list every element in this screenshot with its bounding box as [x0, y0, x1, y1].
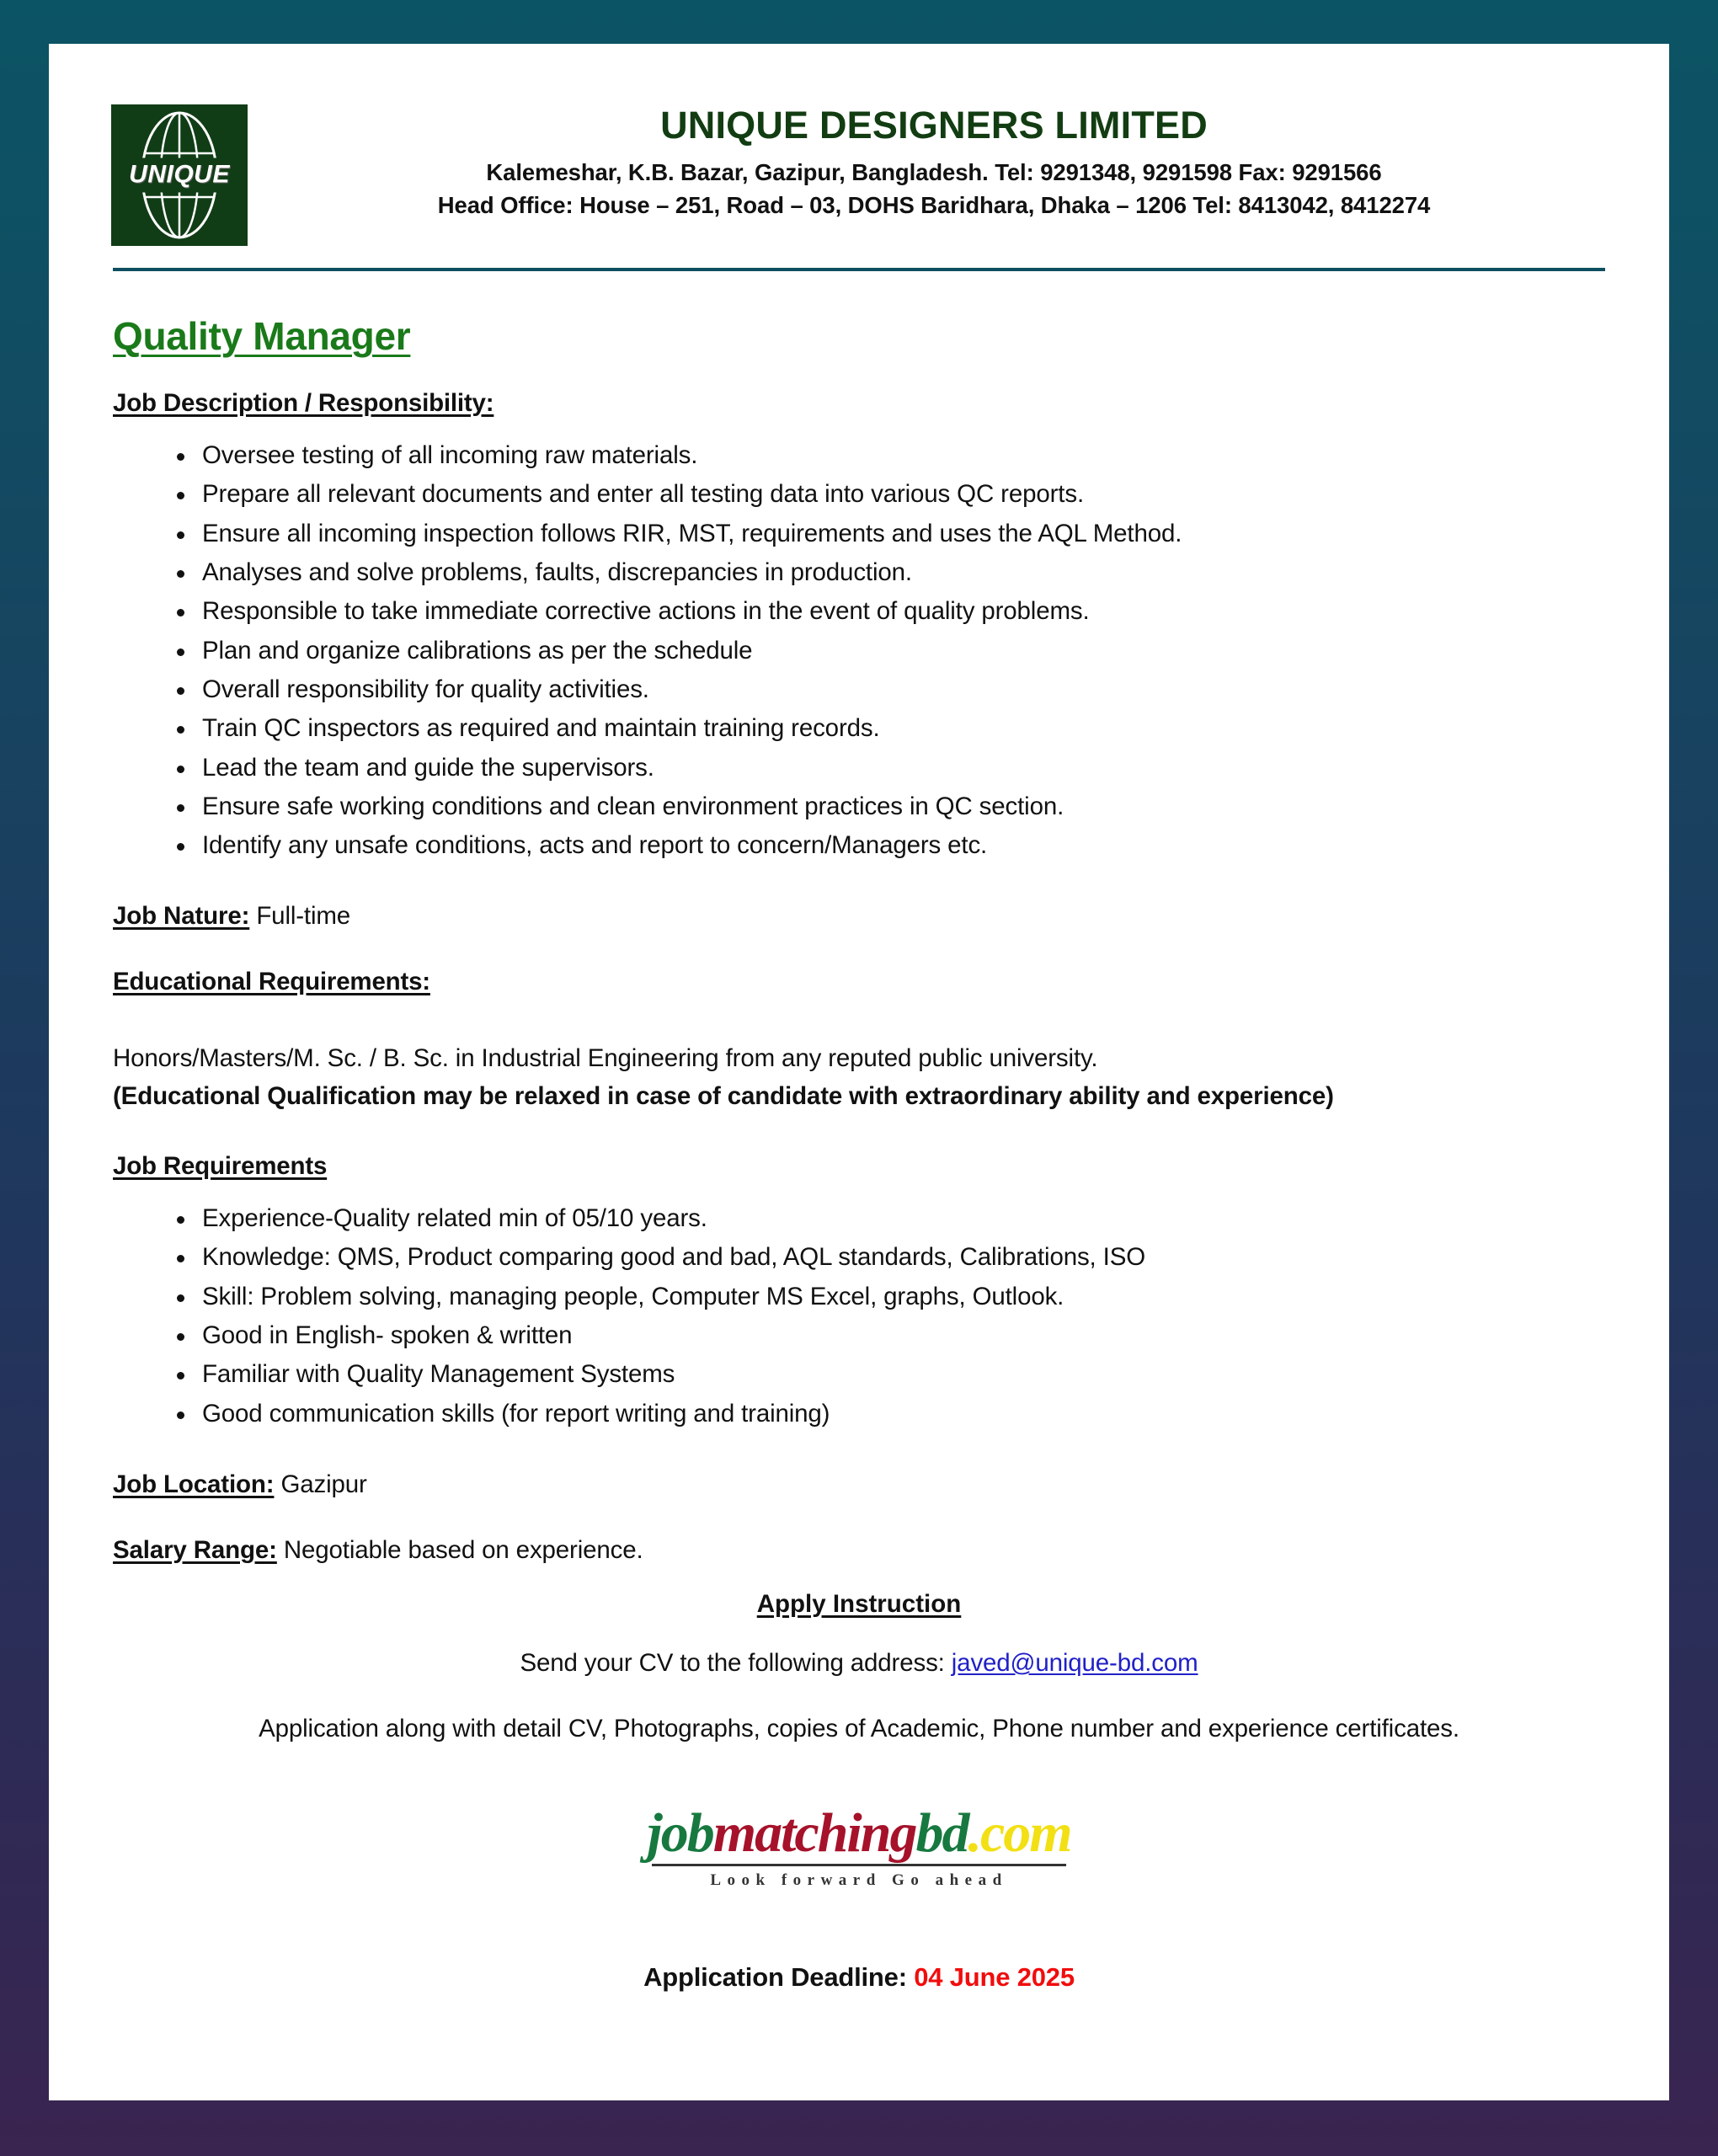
education-note: (Educational Qualification may be relaxed in case of candidate with extraordinary ability and experience): [113, 1081, 1334, 1110]
apply-email-link[interactable]: javed@unique-bd.com: [951, 1648, 1198, 1677]
company-header-text: [269, 103, 1607, 221]
salary-range-value: Negotiable based on experience.: [283, 1535, 643, 1564]
job-nature-value: Full-time: [256, 902, 351, 931]
list-item: Good communication skills (for report writing and training): [173, 1395, 1605, 1433]
requirement-list: [173, 1199, 1605, 1433]
page-title: Quality Manager: [113, 314, 411, 358]
site-logo-part-job: job: [647, 1801, 713, 1864]
salary-range-row: [113, 1536, 1605, 1565]
list-item: Familiar with Quality Management Systems: [173, 1355, 1605, 1394]
job-posting-page: [49, 44, 1669, 2100]
site-logo-divider: [652, 1864, 1065, 1866]
list-item: Experience-Quality related min of 05/10 years.: [173, 1199, 1605, 1238]
company-logo: [111, 104, 248, 246]
job-nature-row: [113, 902, 1605, 931]
document-body: [111, 313, 1607, 1993]
logo-wordmark: UNIQUE: [111, 158, 248, 193]
site-logo-tagline: Look forward Go ahead: [710, 1870, 1008, 1889]
section-heading-education: Educational Requirements:: [113, 968, 430, 996]
list-item: Ensure safe working conditions and clean environment practices in QC section.: [173, 787, 1605, 826]
site-logo-part-com: .com: [968, 1801, 1071, 1864]
education-text: Honors/Masters/M. Sc. / B. Sc. in Industrial Engineering from any reputed public university.: [113, 1044, 1098, 1073]
jobmatchingbd-logo: [647, 1801, 1071, 1890]
deadline-date: 04 June 2025: [914, 1961, 1075, 1992]
list-item: Overall responsibility for quality activities.: [173, 670, 1605, 709]
job-location-value: Gazipur: [280, 1470, 367, 1498]
list-item: Knowledge: QMS, Product comparing good and bad, AQL standards, Calibrations, ISO: [173, 1238, 1605, 1277]
responsibility-list: [173, 436, 1605, 865]
list-item: Lead the team and guide the supervisors.: [173, 749, 1605, 787]
company-address-line-1: Kalemeshar, K.B. Bazar, Gazipur, Bangladesh. Tel: 9291348, 9291598 Fax: 9291566: [486, 159, 1382, 186]
header-divider: [113, 268, 1605, 271]
apply-note: Application along with detail CV, Photographs, copies of Academic, Phone number and experience certificates.: [259, 1714, 1459, 1742]
salary-range-label: Salary Range:: [113, 1535, 277, 1564]
list-item: Plan and organize calibrations as per the schedule: [173, 632, 1605, 670]
company-name: UNIQUE DESIGNERS LIMITED: [660, 104, 1208, 147]
list-item: Analyses and solve problems, faults, discrepancies in production.: [173, 553, 1605, 592]
list-item: Identify any unsafe conditions, acts and report to concern/Managers etc.: [173, 826, 1605, 865]
apply-send-prefix: Send your CV to the following address:: [520, 1648, 945, 1677]
list-item: Skill: Problem solving, managing people, Computer MS Excel, graphs, Outlook.: [173, 1278, 1605, 1316]
site-logo-container: [113, 1801, 1605, 1890]
company-address-line-2: Head Office: House – 251, Road – 03, DOHS Baridhara, Dhaka – 1206 Tel: 8413042, 8412274: [437, 192, 1431, 219]
job-location-row: [113, 1470, 1605, 1499]
site-logo-part-matching: matching: [712, 1801, 916, 1864]
document-header: [111, 81, 1607, 246]
list-item: Oversee testing of all incoming raw materials.: [173, 436, 1605, 475]
list-item: Prepare all relevant documents and enter all testing data into various QC reports.: [173, 475, 1605, 514]
job-nature-label: Job Nature:: [113, 902, 250, 931]
list-item: Good in English- spoken & written: [173, 1316, 1605, 1355]
apply-address-line: [113, 1649, 1605, 1678]
list-item: Responsible to take immediate corrective actions in the event of quality problems.: [173, 592, 1605, 631]
section-heading-description: Job Description / Responsibility:: [113, 389, 494, 417]
list-item: Ensure all incoming inspection follows RIR, MST, requirements and uses the AQL Method.: [173, 515, 1605, 553]
section-heading-apply: Apply Instruction: [756, 1589, 962, 1618]
deadline-label: Application Deadline:: [643, 1961, 907, 1992]
application-deadline: [113, 1962, 1605, 1993]
list-item: Train QC inspectors as required and maintain training records.: [173, 709, 1605, 748]
site-logo-part-bd: bd: [915, 1801, 968, 1864]
site-logo-wordmark: [647, 1801, 1071, 1864]
job-location-label: Job Location:: [113, 1470, 275, 1498]
section-heading-requirements: Job Requirements: [113, 1151, 328, 1180]
